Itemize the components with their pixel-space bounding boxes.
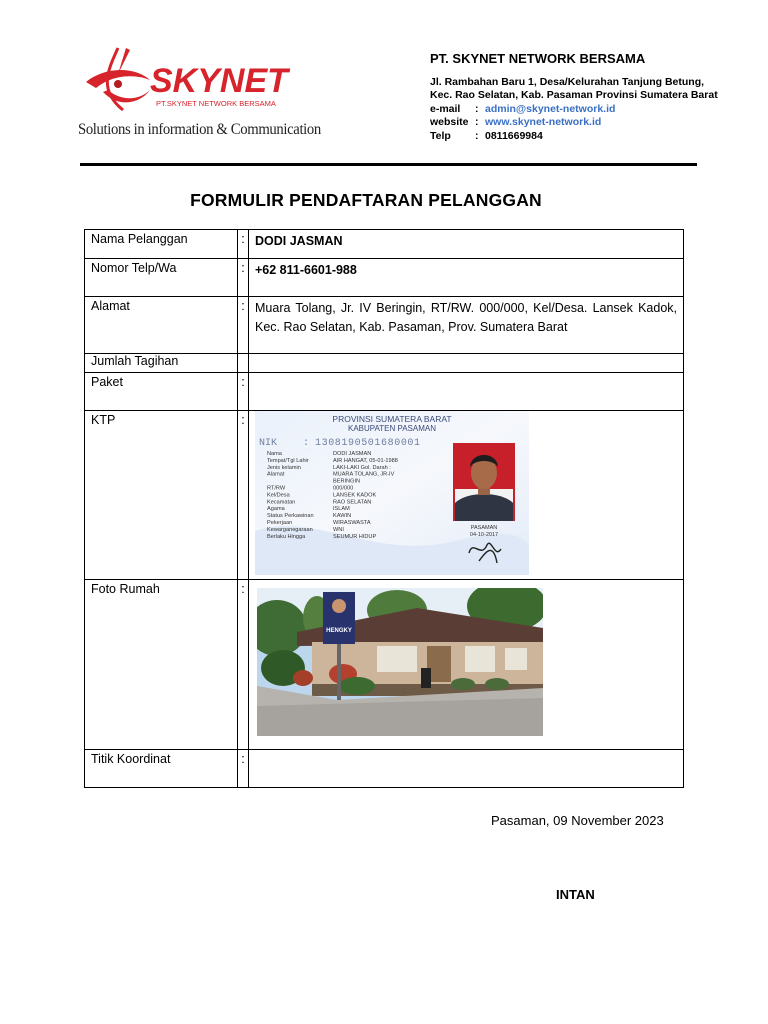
ktp-field-label: Kewarganegaraan	[267, 526, 313, 533]
telp-label: Telp	[430, 129, 451, 142]
ktp-field-value: AIR HANGAT, 05-01-1988	[333, 457, 398, 464]
row-label: Nama Pelanggan	[85, 230, 238, 259]
company-address: Jl. Rambahan Baru 1, Desa/Kelurahan Tanjung Betung, Kec. Rao Selatan, Kab. Pasaman Provinsi Sumatera Barat	[430, 75, 718, 101]
ktp-field-value: BERINGIN	[333, 478, 361, 485]
company-info	[430, 52, 720, 143]
table-row: Nomor Telp/Wa : +62 811-6601-988	[85, 259, 684, 297]
table-row: Titik Koordinat :	[85, 750, 684, 788]
ktp-field-label: Berlaku Hingga	[267, 533, 306, 540]
telp-row: Telp : 0811669984	[430, 129, 543, 142]
company-name: PT. SKYNET NETWORK BERSAMA	[430, 51, 646, 66]
house-photo-image	[257, 588, 543, 736]
ktp-field-label: Tempat/Tgl Lahir	[267, 457, 309, 464]
ktp-id-card-image	[255, 411, 529, 575]
table-row: Paket :	[85, 373, 684, 411]
ktp-field-value: SEUMUR HIDUP	[333, 533, 377, 540]
ktp-field-value: 000/000	[333, 485, 354, 492]
website-row: website : www.skynet-network.id	[430, 116, 602, 128]
phone-value: +62 811-6601-988	[249, 259, 684, 297]
ktp-field-value: WNI	[333, 526, 344, 533]
ktp-field-label: Kel/Desa	[267, 492, 290, 499]
row-label: Paket	[85, 373, 238, 411]
ktp-field-label: RT/RW	[267, 485, 286, 492]
coordinate-value	[249, 750, 684, 788]
ktp-field-label: Agama	[267, 506, 285, 513]
ktp-regency: KABUPATEN PASAMAN	[347, 424, 437, 433]
form-title: FORMULIR PENDAFTARAN PELANGGAN	[190, 190, 542, 210]
address-value: Muara Tolang, Jr. IV Beringin, RT/RW. 000/000, Kel/Desa. Lansek Kadok, Kec. Rao Selatan, Kab. Pasaman, Prov. Sumatera Barat	[249, 297, 684, 354]
ktp-province: PROVINSI SUMATERA BARAT	[332, 414, 452, 424]
ktp-field-value: LANSEK KADOK	[333, 492, 377, 499]
telp-value: 0811669984	[485, 129, 543, 142]
ktp-field-label: Alamat	[267, 471, 285, 478]
ktp-field-label: Jenis kelamin	[267, 464, 301, 471]
table-row: Foto Rumah : HENGKY	[85, 580, 684, 750]
package-value	[249, 373, 684, 411]
banner-text: HENGKY	[326, 628, 352, 634]
ktp-field-label: Kecamatan	[267, 499, 296, 506]
ktp-field-value: MUARA TOLANG, JR-IV	[333, 471, 395, 478]
registration-form-table	[84, 229, 684, 788]
row-label: Nomor Telp/Wa	[85, 259, 238, 297]
ktp-nik: 1308190501680001	[315, 438, 421, 449]
row-label: Alamat	[85, 297, 238, 354]
row-label: Foto Rumah	[85, 580, 238, 750]
email-link[interactable]: admin@skynet-network.id	[485, 102, 616, 115]
customer-name-value: DODI JASMAN	[249, 230, 684, 259]
header-divider	[80, 163, 697, 166]
row-label: Jumlah Tagihan	[85, 354, 238, 373]
house-photo-cell	[249, 580, 684, 750]
email-label: e-mail	[430, 102, 461, 115]
ktp-field-value: WIRASWASTA	[333, 520, 371, 526]
tagline: Solutions in information & Communication	[78, 121, 321, 138]
ktp-issue-place: PASAMAN	[470, 525, 498, 531]
ktp-field-label: Pekerjaan	[267, 520, 293, 526]
ktp-issue-date: 04-10-2017	[469, 532, 499, 538]
table-row	[85, 354, 684, 373]
ktp-field-label: Nama	[267, 451, 282, 457]
row-label: KTP	[85, 411, 238, 580]
bill-amount-value	[249, 354, 684, 373]
table-row: KTP : PROVINSI SUMATERA BARAT KABUPATEN PASAMAN NIK : 1308190501680001 Nama DODI JASMAN Tempat/Tgl Lahir AIR HANGAT, 05-01-1988 Jenis kelamin LAKI-LAKI Gol. Darah : Alamat MUARA TOLANG, JR-IV BERINGIN RT/RW 000/000 Kel/Desa LANSEK KADOK Kecamatan RAO SELATAN Agama ISLAM Status Perkawinan KAWIN Pekerjaan WIRASWASTA Kewarganegaraan WNI Berlaku Hingga SEUMUR HIDUP PASAMAN 04-10-2017	[85, 411, 684, 580]
signing-date: Pasaman, 09 November 2023	[491, 813, 664, 828]
svg-text::: :	[303, 438, 310, 449]
ktp-field-label: Status Perkawinan	[267, 513, 314, 520]
table-row: Alamat : Muara Tolang, Jr. IV Beringin, RT/RW. 000/000, Kel/Desa. Lansek Kadok, Kec. Rao Selatan, Kab. Pasaman, Prov. Sumatera Barat	[85, 297, 684, 354]
ktp-field-value: RAO SELATAN	[333, 499, 372, 506]
ktp-field-value: LAKI-LAKI Gol. Darah :	[333, 464, 391, 471]
ktp-field-value: DODI JASMAN	[333, 451, 372, 457]
signature-name: INTAN	[556, 887, 595, 902]
ktp-field-value: KAWIN	[333, 513, 352, 520]
logo-subtext: PT.SKYNET NETWORK BERSAMA	[156, 99, 276, 108]
website-label: website	[430, 116, 469, 128]
email-row: e-mail : admin@skynet-network.id	[430, 102, 616, 115]
ktp-field-value: ISLAM	[333, 506, 350, 513]
table-row: Nama Pelanggan : DODI JASMAN	[85, 230, 684, 259]
row-label: Titik Koordinat	[85, 750, 238, 788]
logo-text: SKYNET	[150, 62, 288, 100]
ktp-nik-label: NIK	[259, 438, 278, 449]
ktp-cell	[249, 411, 684, 580]
website-link[interactable]: www.skynet-network.id	[485, 116, 602, 128]
